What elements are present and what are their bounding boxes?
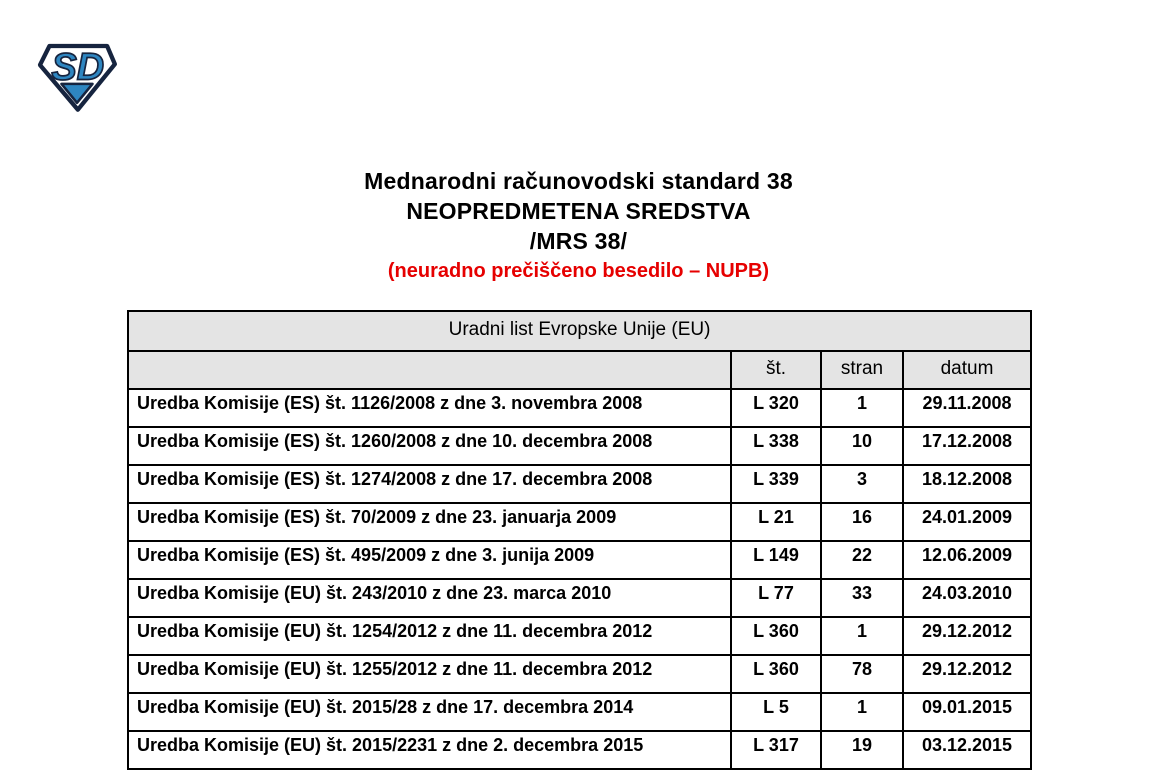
cell-act: Uredba Komisije (EU) št. 1254/2012 z dne 11. decembra 2012 [128,617,731,655]
cell-issue: L 317 [731,731,821,769]
cell-page: 1 [821,693,903,731]
cell-act: Uredba Komisije (ES) št. 1126/2008 z dne 3. novembra 2008 [128,389,731,427]
table-row [128,465,1031,503]
cell-issue: L 339 [731,465,821,503]
cell-page: 33 [821,579,903,617]
cell-date: 29.12.2012 [903,655,1031,693]
cell-act: Uredba Komisije (EU) št. 2015/2231 z dne 2. decembra 2015 [128,731,731,769]
col-header-page: stran [821,351,903,389]
cell-date: 09.01.2015 [903,693,1031,731]
cell-date: 18.12.2008 [903,465,1031,503]
cell-page: 1 [821,389,903,427]
table-row [128,427,1031,465]
col-header-act [128,351,731,389]
cell-act: Uredba Komisije (EU) št. 2015/28 z dne 17. decembra 2014 [128,693,731,731]
cell-date: 24.01.2009 [903,503,1031,541]
eu-official-journal-table [127,310,1032,770]
cell-act: Uredba Komisije (EU) št. 1255/2012 z dne 11. decembra 2012 [128,655,731,693]
doc-subtitle-nupb: (neuradno prečiščeno besedilo – NUPB) [387,260,770,282]
cell-issue: L 320 [731,389,821,427]
cell-page: 1 [821,617,903,655]
cell-issue: L 360 [731,617,821,655]
cell-date: 29.11.2008 [903,389,1031,427]
table-row [128,617,1031,655]
cell-issue: L 149 [731,541,821,579]
cell-issue: L 338 [731,427,821,465]
sd-shield-icon [33,40,121,114]
cell-act: Uredba Komisije (ES) št. 495/2009 z dne 3. junija 2009 [128,541,731,579]
table-caption-row [128,311,1031,351]
table-row [128,693,1031,731]
doc-title-line-3: /MRS 38/ [529,228,628,254]
table-row [128,541,1031,579]
cell-page: 19 [821,731,903,769]
table-row [128,579,1031,617]
doc-title-line-2: NEOPREDMETENA SREDSTVA [406,198,751,224]
document-title-block [0,166,1157,286]
table-row [128,731,1031,769]
cell-date: 17.12.2008 [903,427,1031,465]
cell-date: 03.12.2015 [903,731,1031,769]
cell-date: 24.03.2010 [903,579,1031,617]
cell-issue: L 21 [731,503,821,541]
col-header-issue: št. [731,351,821,389]
cell-page: 78 [821,655,903,693]
table-caption: Uradni list Evropske Unije (EU) [128,311,1031,351]
sd-shield-logo [33,40,121,114]
cell-page: 10 [821,427,903,465]
cell-issue: L 360 [731,655,821,693]
cell-page: 16 [821,503,903,541]
cell-page: 22 [821,541,903,579]
col-header-date: datum [903,351,1031,389]
cell-date: 29.12.2012 [903,617,1031,655]
table-row [128,655,1031,693]
logo-monogram: SD [51,46,105,89]
cell-page: 3 [821,465,903,503]
cell-act: Uredba Komisije (ES) št. 70/2009 z dne 23. januarja 2009 [128,503,731,541]
cell-act: Uredba Komisije (ES) št. 1274/2008 z dne 17. decembra 2008 [128,465,731,503]
table-column-header-row [128,351,1031,389]
cell-act: Uredba Komisije (ES) št. 1260/2008 z dne 10. decembra 2008 [128,427,731,465]
cell-date: 12.06.2009 [903,541,1031,579]
cell-issue: L 77 [731,579,821,617]
table-row [128,503,1031,541]
cell-issue: L 5 [731,693,821,731]
table-row [128,389,1031,427]
cell-act: Uredba Komisije (EU) št. 243/2010 z dne 23. marca 2010 [128,579,731,617]
doc-title-line-1: Mednarodni računovodski standard 38 [364,168,793,194]
